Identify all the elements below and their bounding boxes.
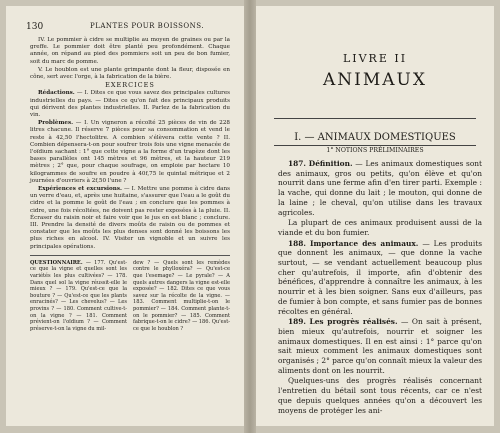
experiences-label: Expériences et excursions.	[38, 186, 122, 193]
book-gutter	[244, 0, 256, 433]
paragraph-189	[278, 317, 482, 375]
paragraph-187	[278, 159, 482, 217]
exercices-heading: EXERCICES	[105, 81, 155, 90]
running-title: PLANTES POUR BOISSONS.	[90, 22, 205, 30]
right-body	[278, 159, 482, 416]
questionnaire-label: QUESTIONNAIRE.	[30, 259, 83, 266]
paragraph-188-head: Importance des animaux.	[309, 238, 419, 248]
right-page	[256, 6, 494, 426]
paragraph-187-head: Définition.	[308, 159, 353, 168]
section-title: 1° NOTIONS PRÉLIMINAIRES	[326, 147, 424, 154]
questionnaire-col-2	[133, 260, 230, 333]
redactions-paragraph	[30, 90, 230, 119]
chapter-title: I. — ANIMAUX DOMESTIQUES	[294, 132, 456, 143]
left-body	[30, 37, 230, 332]
questionnaire-text-1: — 177. Qu'est-ce que la vigne et quelles sont les variétés les plus cultivées? — 178. Dans quel sol la vigne réussit-elle le mieux ? — 179. Qu'est-ce que la bouture ? — Qu'est-ce que les plants enracinés? — Les chevelus? — Les provins ? — 180. Comment cultive-t-on la vigne ? — 181. Comment prévient-on l'oïdium ? — Comment préserve-t-on la vigne du mil-	[30, 259, 127, 332]
experiences-paragraph	[30, 186, 230, 251]
paragraph-189-text: — On sait à présent, bien mieux qu'autrefois, nourrir et soigner les animaux domestiques. Il en est ainsi : 1° parce qu'on sait mieux comment les animaux domestiques sont organisés ; 2° parce qu'on connaît mieux la valeur des aliments dont on les nourrit.	[278, 317, 482, 375]
problemes-label: Problèmes.	[38, 120, 74, 127]
questionnaire-col-1	[30, 260, 127, 333]
experiences-text: — I. Mettre une pomme à cidre dans un verre d'eau, et, après une huitaine, s'assurer que l'eau a le goût du cidre et la pomme le goût de l'eau ; en conclure que les pommes à cidre, une fois récoltées, ne doivent pas rester exposées à la pluie. II. Écraser du raisin noir et faire voir que le jus en est blanc ; conclure. III. Prendre la densité de divers moûts de raisin ou de pommes et constater que les moûts les plus denses sont donné les boissons les plus riches en alcool. IV. Visiter un vignoble et un suivre les principales opérations.	[30, 186, 230, 250]
paragraph-number: 188.	[288, 238, 307, 248]
questionnaire-text-2: dew ? — Quels sont les remèdes contre le phylloxéra? — Qu'est-ce que l'esemage? — Le pyrale? — A quels autres dangers la vigne est-elle exposée? — 182. Dites ce que vous savez sur la récolte de la vigne. — 183. Comment multiplie-t-on le pommier? — 184. Comment plante-t-on le pommier? — 185. Comment fabrique-t-on le cidre? — 186. Qu'est-ce que le houblon ?	[133, 259, 230, 332]
chapter-rule	[274, 145, 476, 146]
book-title: ANIMAUX	[323, 70, 427, 90]
paragraph-187-text: — Les animaux domestiques sont des animaux, gros ou petits, qu'on élève et qu'on nourrit dans une ferme afin d'en tirer parti. Exemple : la vache, qui donne du lait ; le mouton, qui donne de la laine ; le cheval, qu'on utilise dans les travaux agricoles.	[278, 159, 482, 217]
paragraph-v: V. Le houblon est une plante grimpante dont la fleur, disposée en cône, sert avec l'orge, à la fabrication de la bière.	[30, 66, 230, 81]
paragraph-number: 187.	[288, 159, 307, 168]
redactions-text: — I. Dites ce que vous savez des principales cultures industrielles du pays. — Dites ce qu'on fait des principaux produits qui dérivent des plantes industrielles. II. Parlez de la fabrication du vin.	[30, 90, 230, 119]
paragraph-190: Quelques-uns des progrès réalisés concernant l'entretien du bétail sont tous récents, car ce n'est que depuis quelques années qu'on a découvert les moyens de protéger les ani-	[278, 376, 482, 415]
paragraph-188-text: — Les produits que donnent les animaux, — que donne la vache surtout, — se vendant actuellement beaucoup plus cher qu'autrefois, il importe, afin d'obtenir des bénéfices, d'apprendre à connaître les animaux, à les nourrir et à les bien soigner. Sans eux d'ailleurs, pas de fumier à bon compte, et sans fumier pas de bonnes récoltes en général.	[278, 238, 483, 316]
left-page	[6, 6, 244, 426]
paragraph-188	[278, 239, 482, 317]
page-number: 130	[26, 22, 44, 32]
redactions-label: Rédactions.	[38, 90, 75, 97]
paragraph-iv: IV. Le pommier à cidre se multiplie au moyen de graines ou par la greffe. Le pommier doit être planté peu profondément. Chaque année, on répand au pied des pommiers soit un peu de bon fumier, soit du marc de pomme.	[30, 37, 230, 65]
top-rule	[274, 118, 476, 119]
paragraph-189-head: Les progrès réalisés.	[309, 317, 398, 327]
divider	[30, 255, 230, 256]
problemes-paragraph	[30, 120, 230, 185]
problemes-text: — I. Un vigneron a récolté 25 pièces de vin de 228 litres chacune. Il réserve 7 pièces pour sa consommation et vend le reste à 42,50 l'hectolitre. A combien s'élèvera cette vente ? II. Combien dépensera-t-on pour soufrer trois fois une vigne menacée de l'oïdium sachant : 1° que cette vigne a la forme d'un trapèze dont les bases parallèles ont 145 mètres et 96 mètres, et la hauteur 219 mètres ; 2° que, pour chaque soufrage, on emploie par hectare 10 kilogrammes de soufre en poudre à 40f,75 le quintal métrique et 2 journées d'ouvriers à 2f,50 l'une ?	[30, 120, 230, 184]
running-header	[26, 22, 230, 32]
paragraph-number: 189.	[288, 317, 307, 327]
questionnaire	[30, 260, 230, 333]
paragraph-187b: La plupart de ces animaux produisent aussi de la viande et du bon fumier.	[278, 218, 482, 237]
livre-heading: LIVRE II	[342, 52, 408, 65]
